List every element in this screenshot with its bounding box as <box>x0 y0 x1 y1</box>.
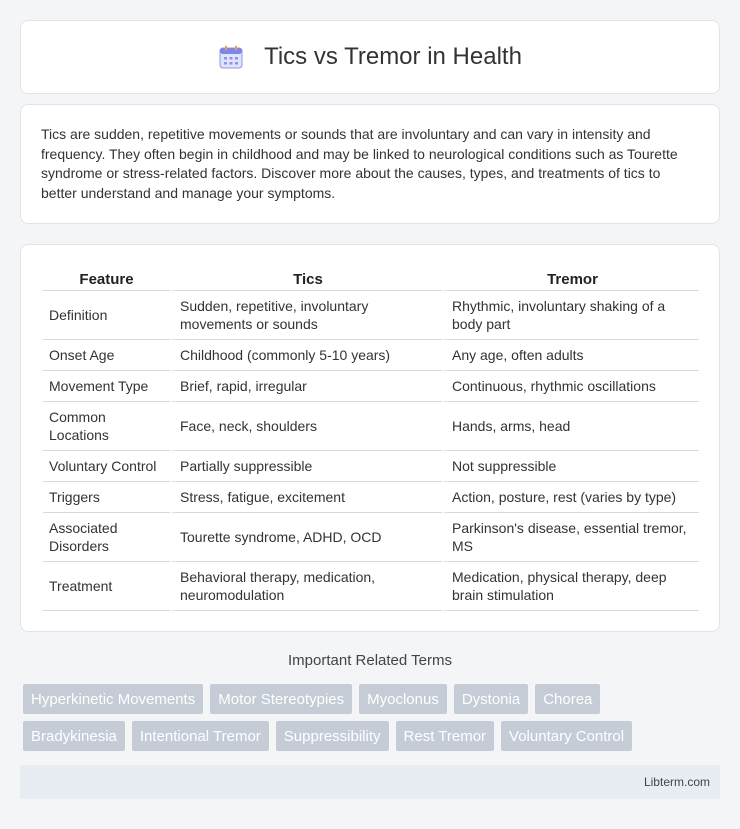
header-tremor: Tremor <box>442 265 699 291</box>
row-tics: Childhood (commonly 5-10 years) <box>170 340 442 371</box>
row-tremor: Not suppressible <box>442 451 699 482</box>
header-card <box>20 20 720 94</box>
page-title: Tics vs Tremor in Health <box>264 43 522 70</box>
table-row <box>43 371 699 402</box>
row-tics: Stress, fatigue, excitement <box>170 482 442 513</box>
row-feature: Onset Age <box>43 340 170 371</box>
row-tics: Behavioral therapy, medication, neuromodulation <box>170 562 442 611</box>
row-feature: Voluntary Control <box>43 451 170 482</box>
tag-dystonia[interactable]: Dystonia <box>454 684 528 714</box>
intro-text: Tics are sudden, repetitive movements or sounds that are involuntary and can vary in intensity and frequency. They often begin in childhood and may be linked to neurological conditions such as Tourette syndrome or stress-related factors. Discover more about the causes, types, and treatments of tics to better understand and manage your symptoms. <box>41 126 678 201</box>
comparison-table <box>43 265 699 611</box>
related-terms-title: Important Related Terms <box>288 652 452 669</box>
tag-row <box>23 721 723 751</box>
table-row <box>43 291 699 340</box>
row-feature: Triggers <box>43 482 170 513</box>
tag-bradykinesia[interactable]: Bradykinesia <box>23 721 125 751</box>
tag-intentional-tremor[interactable]: Intentional Tremor <box>132 721 269 751</box>
table-row <box>43 340 699 371</box>
comparison-card <box>20 244 720 632</box>
row-tremor: Continuous, rhythmic oscillations <box>442 371 699 402</box>
footer-link[interactable]: Libterm.com <box>643 775 710 789</box>
tag-myoclonus[interactable]: Myoclonus <box>359 684 447 714</box>
tag-motor-stereotypies[interactable]: Motor Stereotypies <box>210 684 352 714</box>
table-row <box>43 482 699 513</box>
table-row <box>43 451 699 482</box>
intro-card <box>20 104 720 224</box>
tag-voluntary-control[interactable]: Voluntary Control <box>501 721 632 751</box>
row-tics: Partially suppressible <box>170 451 442 482</box>
table-row <box>43 513 699 562</box>
row-tremor: Parkinson's disease, essential tremor, MS <box>442 513 699 562</box>
footer <box>20 765 720 799</box>
row-feature: Movement Type <box>43 371 170 402</box>
row-tics: Brief, rapid, irregular <box>170 371 442 402</box>
row-tremor: Rhythmic, involuntary shaking of a body part <box>442 291 699 340</box>
tag-row <box>23 684 723 714</box>
row-tremor: Any age, often adults <box>442 340 699 371</box>
calendar-icon <box>218 44 244 70</box>
header-feature: Feature <box>43 265 170 291</box>
row-feature: Common Locations <box>43 402 170 451</box>
tag-suppressibility[interactable]: Suppressibility <box>276 721 389 751</box>
row-feature: Definition <box>43 291 170 340</box>
tag-chorea[interactable]: Chorea <box>535 684 600 714</box>
row-tremor: Medication, physical therapy, deep brain stimulation <box>442 562 699 611</box>
row-tics: Tourette syndrome, ADHD, OCD <box>170 513 442 562</box>
table-header-row <box>43 265 699 291</box>
tag-rest-tremor[interactable]: Rest Tremor <box>396 721 495 751</box>
table-row <box>43 562 699 611</box>
row-tremor: Action, posture, rest (varies by type) <box>442 482 699 513</box>
row-tics: Face, neck, shoulders <box>170 402 442 451</box>
row-tremor: Hands, arms, head <box>442 402 699 451</box>
row-feature: Associated Disorders <box>43 513 170 562</box>
row-tics: Sudden, repetitive, involuntary movements or sounds <box>170 291 442 340</box>
header-tics: Tics <box>170 265 442 291</box>
table-row <box>43 402 699 451</box>
tag-hyperkinetic-movements[interactable]: Hyperkinetic Movements <box>23 684 203 714</box>
related-terms-list <box>23 684 723 758</box>
row-feature: Treatment <box>43 562 170 611</box>
